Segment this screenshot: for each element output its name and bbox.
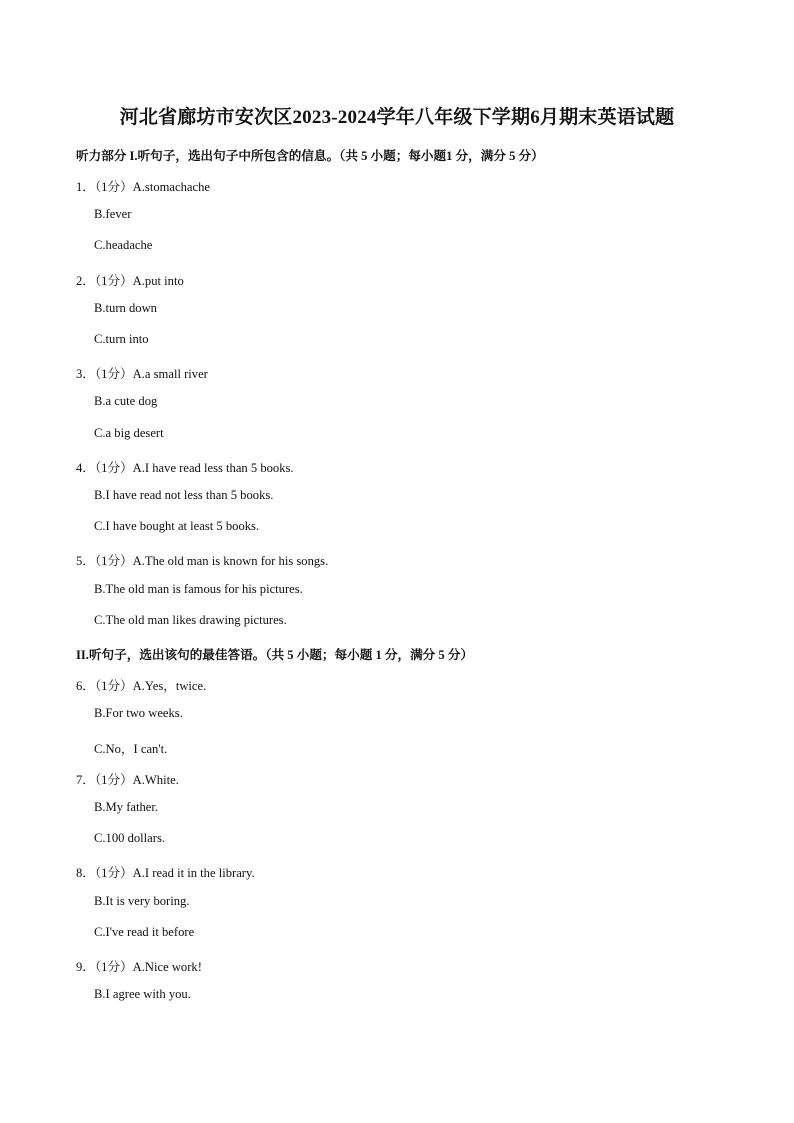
option-a: A.stomachache (132, 180, 210, 194)
question-score: （1分） (94, 960, 133, 974)
question-1 (76, 176, 210, 195)
option-c: C.No，I can't. (94, 742, 168, 756)
option-c: C.The old man likes drawing pictures. (94, 613, 287, 627)
option-c: C.I have bought at least 5 books. (94, 519, 260, 533)
question-8 (76, 862, 255, 881)
question-score: （1分） (94, 461, 133, 475)
section-heading-2: II.听句子，选出该句的最佳答语。（共 5 小题；每小题 1 分，满分 5 分） (76, 648, 474, 662)
option-a: A.put into (132, 274, 184, 288)
option-c: C.turn into (94, 332, 149, 346)
option-c: C.a big desert (94, 426, 164, 440)
option-a: A.White. (132, 773, 179, 787)
question-9 (76, 956, 202, 975)
exam-title: 河北省廊坊市安次区2023-2024学年八年级下学期6月期末英语试题 (119, 107, 675, 128)
option-a: A.The old man is known for his songs. (132, 554, 329, 568)
question-2 (76, 270, 184, 289)
option-b: B.a cute dog (94, 394, 158, 408)
question-score: （1分） (94, 866, 133, 880)
option-b: B.It is very boring. (94, 894, 190, 908)
question-score: （1分） (94, 554, 133, 568)
option-b: B.turn down (94, 301, 157, 315)
question-number: 4． (76, 461, 95, 475)
question-number: 1． (76, 180, 95, 194)
question-6 (76, 675, 206, 694)
option-a: A.Yes，twice. (132, 679, 207, 693)
option-c: C.I've read it before (94, 925, 195, 939)
question-4 (76, 457, 294, 476)
question-number: 5． (76, 554, 95, 568)
section-heading-1: 听力部分 I.听句子，选出句子中所包含的信息。（共 5 小题；每小题1 分，满分 5 分） (76, 149, 544, 163)
option-b: B.My father. (94, 800, 159, 814)
question-number: 9． (76, 960, 95, 974)
option-b: B.I agree with you. (94, 987, 191, 1001)
question-number: 7． (76, 773, 95, 787)
question-number: 6． (76, 679, 95, 693)
question-score: （1分） (94, 773, 133, 787)
option-a: A.I have read less than 5 books. (132, 461, 294, 475)
option-c: C.100 dollars. (94, 831, 166, 845)
question-5 (76, 550, 328, 569)
option-c: C.headache (94, 238, 153, 252)
question-number: 8． (76, 866, 95, 880)
question-score: （1分） (94, 180, 133, 194)
question-score: （1分） (94, 679, 133, 693)
option-b: B.fever (94, 207, 132, 221)
option-a: A.Nice work! (132, 960, 202, 974)
option-b: B.For two weeks. (94, 706, 183, 720)
question-7 (76, 769, 179, 788)
question-score: （1分） (94, 367, 133, 381)
option-b: B.I have read not less than 5 books. (94, 488, 274, 502)
option-a: A.I read it in the library. (132, 866, 255, 880)
question-number: 3． (76, 367, 95, 381)
option-b: B.The old man is famous for his pictures. (94, 582, 303, 596)
question-score: （1分） (94, 274, 133, 288)
question-3 (76, 363, 208, 382)
option-a: A.a small river (132, 367, 208, 381)
question-number: 2． (76, 274, 95, 288)
